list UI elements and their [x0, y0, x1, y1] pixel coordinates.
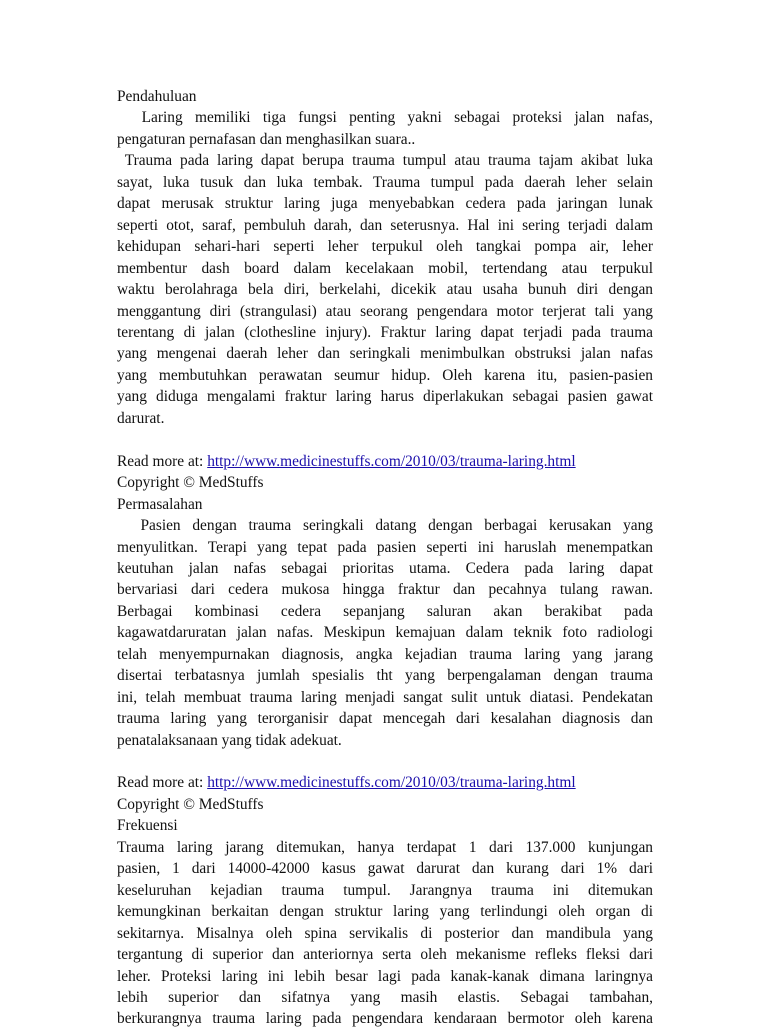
- text-line: keutuhan jalan nafas sebagai prioritas utama. Cedera pada laring dapat: [117, 559, 653, 577]
- section-heading-intro: Pendahuluan: [117, 88, 197, 105]
- paragraph-gap: [117, 429, 653, 450]
- source-link[interactable]: http://www.medicinestuffs.com/2010/03/trauma-laring.html: [207, 774, 576, 792]
- text-line: sayat, luka tusuk dan luka tembak. Trauma tumpul pada daerah leher selain: [117, 173, 653, 191]
- copyright-notice: Copyright © MedStuffs: [117, 474, 264, 492]
- text-line: kehidupan sehari-hari seperti leher terpukul oleh tangkai pompa air, leher: [117, 238, 653, 256]
- text-line: Trauma laring jarang ditemukan, hanya terdapat 1 dari 137.000 kunjungan: [117, 838, 653, 856]
- section-heading-problem: Permasalahan: [117, 495, 203, 513]
- paragraph-gap: [117, 751, 653, 772]
- text-line: yang diduga mengalami fraktur laring harus diperlakukan sebagai pasien gawat: [117, 388, 653, 406]
- text-line: leher. Proteksi laring ini lebih besar lagi pada kanak-kanak dimana laringnya: [117, 967, 653, 985]
- text-line: Laring memiliki tiga fungsi penting yakni sebagai proteksi jalan nafas,: [117, 109, 653, 127]
- text-line: menyulitkan. Terapi yang tepat pada pasien seperti ini haruslah menempatkan: [117, 538, 653, 556]
- text-line: kemungkinan berkaitan dengan struktur laring yang terlindungi oleh organ di: [117, 903, 653, 921]
- copyright-notice: Copyright © MedStuffs: [117, 795, 264, 813]
- text-line: waktu berolahraga bela diri, berkelahi, dicekik atau usaha bunuh diri dengan: [117, 281, 653, 299]
- text-line: Pasien dengan trauma seringkali datang dengan berbagai kerusakan yang: [117, 517, 653, 535]
- document-page: [117, 86, 653, 1030]
- text-line: menggantung diri (strangulasi) atau seorang pengendara motor terjerat tali yang: [117, 302, 653, 320]
- text-line: keseluruhan kejadian trauma tumpul. Jarangnya trauma ini ditemukan: [117, 881, 653, 899]
- text-line: membentur dash board dalam kecelakaan mobil, tertendang atau terpukul: [117, 259, 653, 277]
- text-line: Trauma pada laring dapat berupa trauma tumpul atau trauma tajam akibat luka: [117, 152, 653, 170]
- text-line: telah menyempurnakan diagnosis, angka kejadian trauma laring yang jarang: [117, 645, 653, 663]
- section-heading-frequency: Frekuensi: [117, 817, 178, 835]
- source-link[interactable]: http://www.medicinestuffs.com/2010/03/trauma-laring.html: [207, 452, 576, 470]
- text-line: disertai terbatasnya jumlah spesialis tht yang berpengalaman dengan trauma: [117, 667, 653, 685]
- text-line: terentang di jalan (clothesline injury). Fraktur laring dapat terjadi pada trauma: [117, 323, 653, 341]
- read-more-line: [117, 772, 653, 793]
- text-line: yang mengenai daerah leher dan seringkali menimbulkan obstruksi jalan nafas: [117, 345, 653, 363]
- text-line: lebih superior dan sifatnya yang masih elastis. Sebagai tambahan,: [117, 989, 653, 1006]
- text-line: darurat.: [117, 409, 165, 427]
- text-line: ini, telah membuat trauma laring menjadi sangat sulit untuk diatasi. Pendekatan: [117, 688, 653, 706]
- text-line: penatalaksanaan yang tidak adekuat.: [117, 731, 342, 749]
- text-line: trauma laring yang terorganisir dapat mencegah dari kesalahan diagnosis dan: [117, 710, 653, 728]
- text-line: pengaturan pernafasan dan menghasilkan suara..: [117, 130, 416, 148]
- text-line: Berbagai kombinasi cedera sepanjang saluran akan berakibat pada: [117, 602, 653, 620]
- text-line: sekitarnya. Misalnya oleh spina servikalis di posterior dan mandibula yang: [117, 924, 653, 942]
- read-more-line: [117, 451, 653, 472]
- read-more-label: Read more at:: [117, 452, 208, 470]
- text-line: seperti otot, saraf, pembuluh darah, dan seterusnya. Hal ini sering terjadi dalam: [117, 216, 653, 234]
- read-more-label: Read more at:: [117, 774, 208, 792]
- text-line: berkurangnya trauma laring pada pengendara kendaraan bermotor oleh karena: [117, 1010, 653, 1028]
- text-line: dapat merusak struktur laring juga menyebabkan cedera pada jaringan lunak: [117, 195, 653, 213]
- text-line: kagawatdaruratan jalan nafas. Meskipun kemajuan dalam teknik foto radiologi: [117, 624, 653, 642]
- text-line: bervariasi dari cedera mukosa hingga fraktur dan pecahnya tulang rawan.: [117, 581, 653, 599]
- text-line: tergantung di superior dan anteriornya serta oleh mekanisme refleks fleksi dari: [117, 946, 653, 964]
- text-line: pasien, 1 dari 14000-42000 kasus gawat darurat dan kurang dari 1% dari: [117, 860, 653, 878]
- text-line: yang membutuhkan perawatan seumur hidup. Oleh karena itu, pasien-pasien: [117, 366, 653, 384]
